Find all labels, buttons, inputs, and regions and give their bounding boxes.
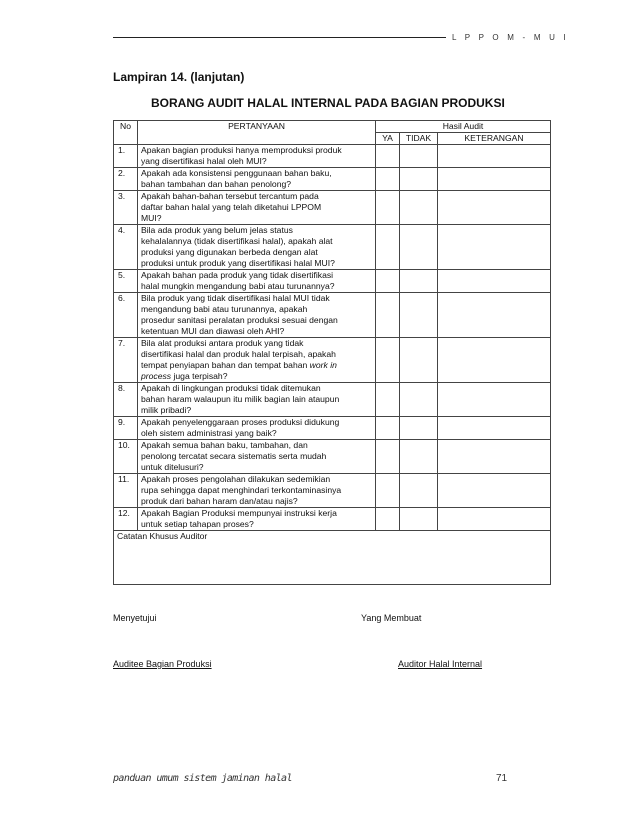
question-text: [138, 338, 376, 383]
remarks-cell[interactable]: [438, 417, 551, 440]
maker-label: Yang Membuat: [361, 613, 422, 623]
header-remarks: KETERANGAN: [438, 133, 551, 145]
remarks-cell[interactable]: [438, 168, 551, 191]
question-line: bahan haram walaupun itu milik bagian lain ataupun: [141, 394, 340, 404]
question-number: 4.: [114, 225, 138, 270]
answer-no-cell[interactable]: [400, 417, 438, 440]
question-line: kehalalannya (tidak disertifikasi halal), apakah alat: [141, 236, 333, 246]
answer-no-cell[interactable]: [400, 168, 438, 191]
question-text: [138, 145, 376, 168]
answer-yes-cell[interactable]: [376, 191, 400, 225]
page-number: 71: [496, 773, 508, 784]
question-text: [138, 508, 376, 531]
question-line: Apakah Bagian Produksi mempunyai instruksi kerja: [141, 508, 337, 518]
question-line: Bila produk yang tidak disertifikasi halal MUI tidak: [141, 293, 330, 303]
question-text: [138, 270, 376, 293]
question-number: 2.: [114, 168, 138, 191]
approval-label: Menyetujui: [113, 613, 157, 623]
question-line: Apakah ada konsistensi penggunaan bahan baku,: [141, 168, 332, 178]
remarks-cell[interactable]: [438, 270, 551, 293]
question-number: 9.: [114, 417, 138, 440]
question-line: mengandung babi atau turunannya, apakah: [141, 304, 308, 314]
answer-no-cell[interactable]: [400, 293, 438, 338]
question-line: penolong tercatat secara sistematis serta mudah: [141, 451, 327, 461]
question-line: Apakan bagian produksi hanya memproduksi produk: [141, 145, 342, 155]
question-line: untuk setiap tahapan proses?: [141, 519, 254, 529]
question-line: Apakah semua bahan baku, tambahan, dan: [141, 440, 308, 450]
remarks-cell[interactable]: [438, 145, 551, 168]
notes-label: Catatan Khusus Auditor: [117, 531, 208, 541]
question-line: yang disertifikasi halal oleh MUI?: [141, 156, 267, 166]
table-row: [114, 225, 551, 270]
table-row: [114, 417, 551, 440]
answer-no-cell[interactable]: [400, 440, 438, 474]
answer-yes-cell[interactable]: [376, 338, 400, 383]
question-number: 12.: [114, 508, 138, 531]
question-number: 11.: [114, 474, 138, 508]
question-line: Apakah di lingkungan produksi tidak ditemukan: [141, 383, 321, 393]
answer-no-cell[interactable]: [400, 191, 438, 225]
question-text: [138, 474, 376, 508]
table-row: [114, 168, 551, 191]
question-text: [138, 191, 376, 225]
remarks-cell[interactable]: [438, 474, 551, 508]
header-result: Hasil Audit: [376, 121, 551, 133]
remarks-cell[interactable]: [438, 508, 551, 531]
answer-no-cell[interactable]: [400, 383, 438, 417]
header-no-answer: TIDAK: [400, 133, 438, 145]
remarks-cell[interactable]: [438, 191, 551, 225]
question-line: Apakah bahan-bahan tersebut tercantum pada: [141, 191, 319, 201]
question-line: Apakah bahan pada produk yang tidak disertifikasi: [141, 270, 334, 280]
answer-no-cell[interactable]: [400, 474, 438, 508]
header-yes: YA: [376, 133, 400, 145]
header-question: PERTANYAAN: [138, 121, 376, 145]
question-number: 3.: [114, 191, 138, 225]
audit-table: [113, 120, 551, 585]
question-line: prosedur sanitasi peralatan produksi sesuai dengan: [141, 315, 338, 325]
question-line: halal mungkin mengandung babi atau turunannya?: [141, 281, 335, 291]
question-text: [138, 383, 376, 417]
answer-yes-cell[interactable]: [376, 168, 400, 191]
question-text: [138, 225, 376, 270]
remarks-cell[interactable]: [438, 440, 551, 474]
question-line: ketentuan MUI dan diawasi oleh AHI?: [141, 326, 285, 336]
header-no: No: [114, 121, 138, 145]
remarks-cell[interactable]: [438, 338, 551, 383]
question-text: [138, 168, 376, 191]
question-line: Bila alat produksi antara produk yang tidak: [141, 338, 304, 348]
answer-no-cell[interactable]: [400, 508, 438, 531]
table-row: [114, 508, 551, 531]
table-row: [114, 383, 551, 417]
question-line: milik pribadi?: [141, 405, 192, 415]
italic-term: process: [141, 371, 172, 381]
answer-no-cell[interactable]: [400, 145, 438, 168]
answer-yes-cell[interactable]: [376, 383, 400, 417]
question-number: 7.: [114, 338, 138, 383]
question-line: tempat penyiapan bahan dan tempat bahan work in: [141, 360, 337, 370]
italic-term: work in: [309, 360, 337, 370]
form-title: BORANG AUDIT HALAL INTERNAL PADA BAGIAN PRODUKSI: [151, 96, 505, 110]
table-row: [114, 270, 551, 293]
answer-yes-cell[interactable]: [376, 508, 400, 531]
auditee-role: Auditee Bagian Produksi: [113, 659, 212, 669]
table-row: [114, 338, 551, 383]
question-number: 10.: [114, 440, 138, 474]
question-line: rupa sehingga dapat menghindari terkontaminasinya: [141, 485, 342, 495]
auditor-role: Auditor Halal Internal: [398, 659, 483, 669]
answer-no-cell[interactable]: [400, 338, 438, 383]
question-line: Apakah proses pengolahan dilakukan sedemikian: [141, 474, 331, 484]
question-line: MUI?: [141, 213, 162, 223]
question-text: [138, 417, 376, 440]
table-row: [114, 474, 551, 508]
question-number: 8.: [114, 383, 138, 417]
header-rule: [113, 37, 446, 38]
question-text: [138, 293, 376, 338]
answer-no-cell[interactable]: [400, 270, 438, 293]
answer-yes-cell[interactable]: [376, 270, 400, 293]
question-line: disertifikasi halal dan produk halal terpisah, apakah: [141, 349, 336, 359]
remarks-cell[interactable]: [438, 383, 551, 417]
answer-yes-cell[interactable]: [376, 474, 400, 508]
question-line: untuk ditelusuri?: [141, 462, 204, 472]
answer-yes-cell[interactable]: [376, 293, 400, 338]
header-brand: L P P O M - M U I: [452, 33, 569, 42]
table-row: [114, 293, 551, 338]
answer-yes-cell[interactable]: [376, 440, 400, 474]
auditor-notes[interactable]: [114, 531, 551, 585]
table-row: [114, 145, 551, 168]
question-line: bahan tambahan dan bahan penolong?: [141, 179, 292, 189]
answer-yes-cell[interactable]: [376, 145, 400, 168]
question-line: Bila ada produk yang belum jelas status: [141, 225, 293, 235]
question-text: [138, 440, 376, 474]
answer-no-cell[interactable]: [400, 225, 438, 270]
question-number: 1.: [114, 145, 138, 168]
remarks-cell[interactable]: [438, 225, 551, 270]
footer-title: panduan umum sistem jaminan halal: [113, 773, 292, 784]
question-line: oleh sistem administrasi yang baik?: [141, 428, 277, 438]
question-line: produksi untuk produk yang disertifikasi halal MUI?: [141, 258, 335, 268]
answer-yes-cell[interactable]: [376, 417, 400, 440]
question-line: produksi yang digunakan berbeda dengan alat: [141, 247, 318, 257]
remarks-cell[interactable]: [438, 293, 551, 338]
answer-yes-cell[interactable]: [376, 225, 400, 270]
appendix-title: Lampiran 14. (lanjutan): [113, 70, 245, 84]
question-line: Apakah penyelenggaraan proses produksi didukung: [141, 417, 340, 427]
table-row: [114, 440, 551, 474]
question-number: 6.: [114, 293, 138, 338]
table-row: [114, 191, 551, 225]
question-line: produk dari bahan haram dan/atau najis?: [141, 496, 298, 506]
question-line: process juga terpisah?: [141, 371, 228, 381]
question-line: daftar bahan halal yang telah diketahui LPPOM: [141, 202, 322, 212]
question-number: 5.: [114, 270, 138, 293]
